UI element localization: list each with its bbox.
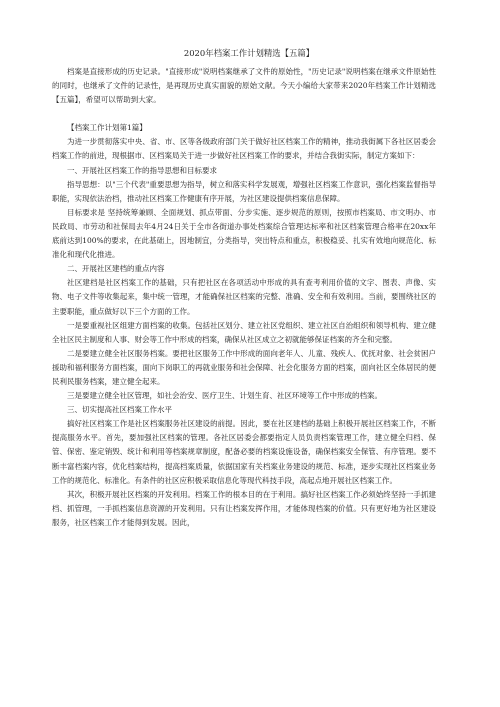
- paragraph-7: 三是要建立健全社区管理，如社会治安、医疗卫生、计划生育、社区环境等工作中形成的档案。: [67, 391, 382, 401]
- section-heading-1: 一、开展社区档案工作的指导思想和目标要求: [67, 165, 217, 175]
- paragraph-1: 为进一步贯彻落实中央、省、市、区等各级政府部门关于做好社区档案工作的精神，推动我街属下各社区居委会档案工作的前进，现根据市、区档案局关于进一步做好社区档案工作的要求，并结合我街实际，制定方案如下：: [52, 137, 436, 161]
- page-title: 2020年档案工作计划精选【五篇】: [183, 48, 315, 58]
- paragraph-2: 指导思想：以"三个代表"重要思想为指导，树立和落实科学发展观，增强社区档案工作意识，强化档案监督指导职能，实现依法治档，推动社区档案工作健康有序开展，为社区建设提供档案信息保障。: [52, 179, 436, 203]
- paragraph-8: 搞好社区档案工作是社区档案服务社区建设的前提。因此，要在社区建档的基础上积极开展社区档案工作，不断提高服务水平。首先，要加强社区档案的管理。各社区居委会都要指定人员负责档案管理工作，建立健全归档、保管、保密、鉴定销毁、统计和利用等档案规章制度，配备必要的档案设施设备，确保档案安全保管、有序管理。要不断丰富档案内容，优化档案结构，提高档案质量，依据国家有关档案业务建设的规范、标准，逐步实现社区档案业务工作的规范化、标准化。有条件的社区应积极采取信息化等现代科技手段，高起点地开展社区档案工作。: [52, 419, 436, 485]
- paragraph-4: 社区建档是社区档案工作的基础，只有把社区在各项活动中形成的具有查考利用价值的文字、图表、声像、实物、电子文件等收集起来，集中统一管理，才能确保社区档案的完整、准确、安全和有效利用。当前，要围绕社区的主要职能，重点做好以下三个方面的工作。: [52, 278, 436, 316]
- section-heading-3: 三、切实提高社区档案工作水平: [67, 405, 172, 415]
- paragraph-3: 目标要求是 坚持统筹兼顾、全面规划、抓点带面、分步实施、逐步规范的原则，按照市档案局、市文明办、市民政局、市劳动和社保局去年4月24日关于全市各街道办事处档案综合管理达标率和社区档案管理合格率在20xx年底前达到100%的要求，在此基础上，因地制宜，分类指导，突出特点和重点，积极稳妥、扎实有效地向规范化、标准化和现代化推进。: [52, 207, 436, 260]
- paragraph-9: 其次，积极开展社区档案的开发利用。档案工作的根本目的在于利用。搞好社区档案工作必须始终坚持一手抓建档、抓管理，一手抓档案信息资源的开发利用。只有让档案发挥作用，才能体现档案的价值。只有更好地为社区建设服务，社区档案工作才能得到发展。因此，: [52, 489, 436, 527]
- paragraph-spacer: [52, 107, 436, 121]
- paragraph-5: 一是要重视社区组建方面档案的收集。包括社区划分、建立社区党组织、建立社区自治组织和领导机构、建立健全社区民主制度和人事、财会等工作中形成的档案，确保从社区成立之初就能够保证档案的齐全和完整。: [52, 320, 436, 344]
- plan-heading: 【档案工作计划第1篇】: [67, 123, 147, 133]
- section-heading-2: 二、开展社区建档的重点内容: [67, 264, 165, 274]
- intro-paragraph: 档案是直接形成的历史记录。"直接形成"说明档案继承了文件的原始性，"历史记录"说明档案在继承文件原始性的同时，也继承了文件的记录性，是再现历史真实面貌的原始文献。今天小编给大家带来2020年档案工作计划精选【五篇】，希望可以帮助到大家。: [52, 67, 436, 105]
- paragraph-6: 二是要建立健全社区服务档案。要把社区服务工作中形成的面向老年人、儿童、残疾人、优抚对象、社会贫困户援助和福利服务方面档案，面向下岗职工的再就业服务和社会保障、社会化服务方面的档案，面向社区全体居民的便民利民服务档案，建立健全起来。: [52, 348, 436, 386]
- document-body: [52, 47, 436, 530]
